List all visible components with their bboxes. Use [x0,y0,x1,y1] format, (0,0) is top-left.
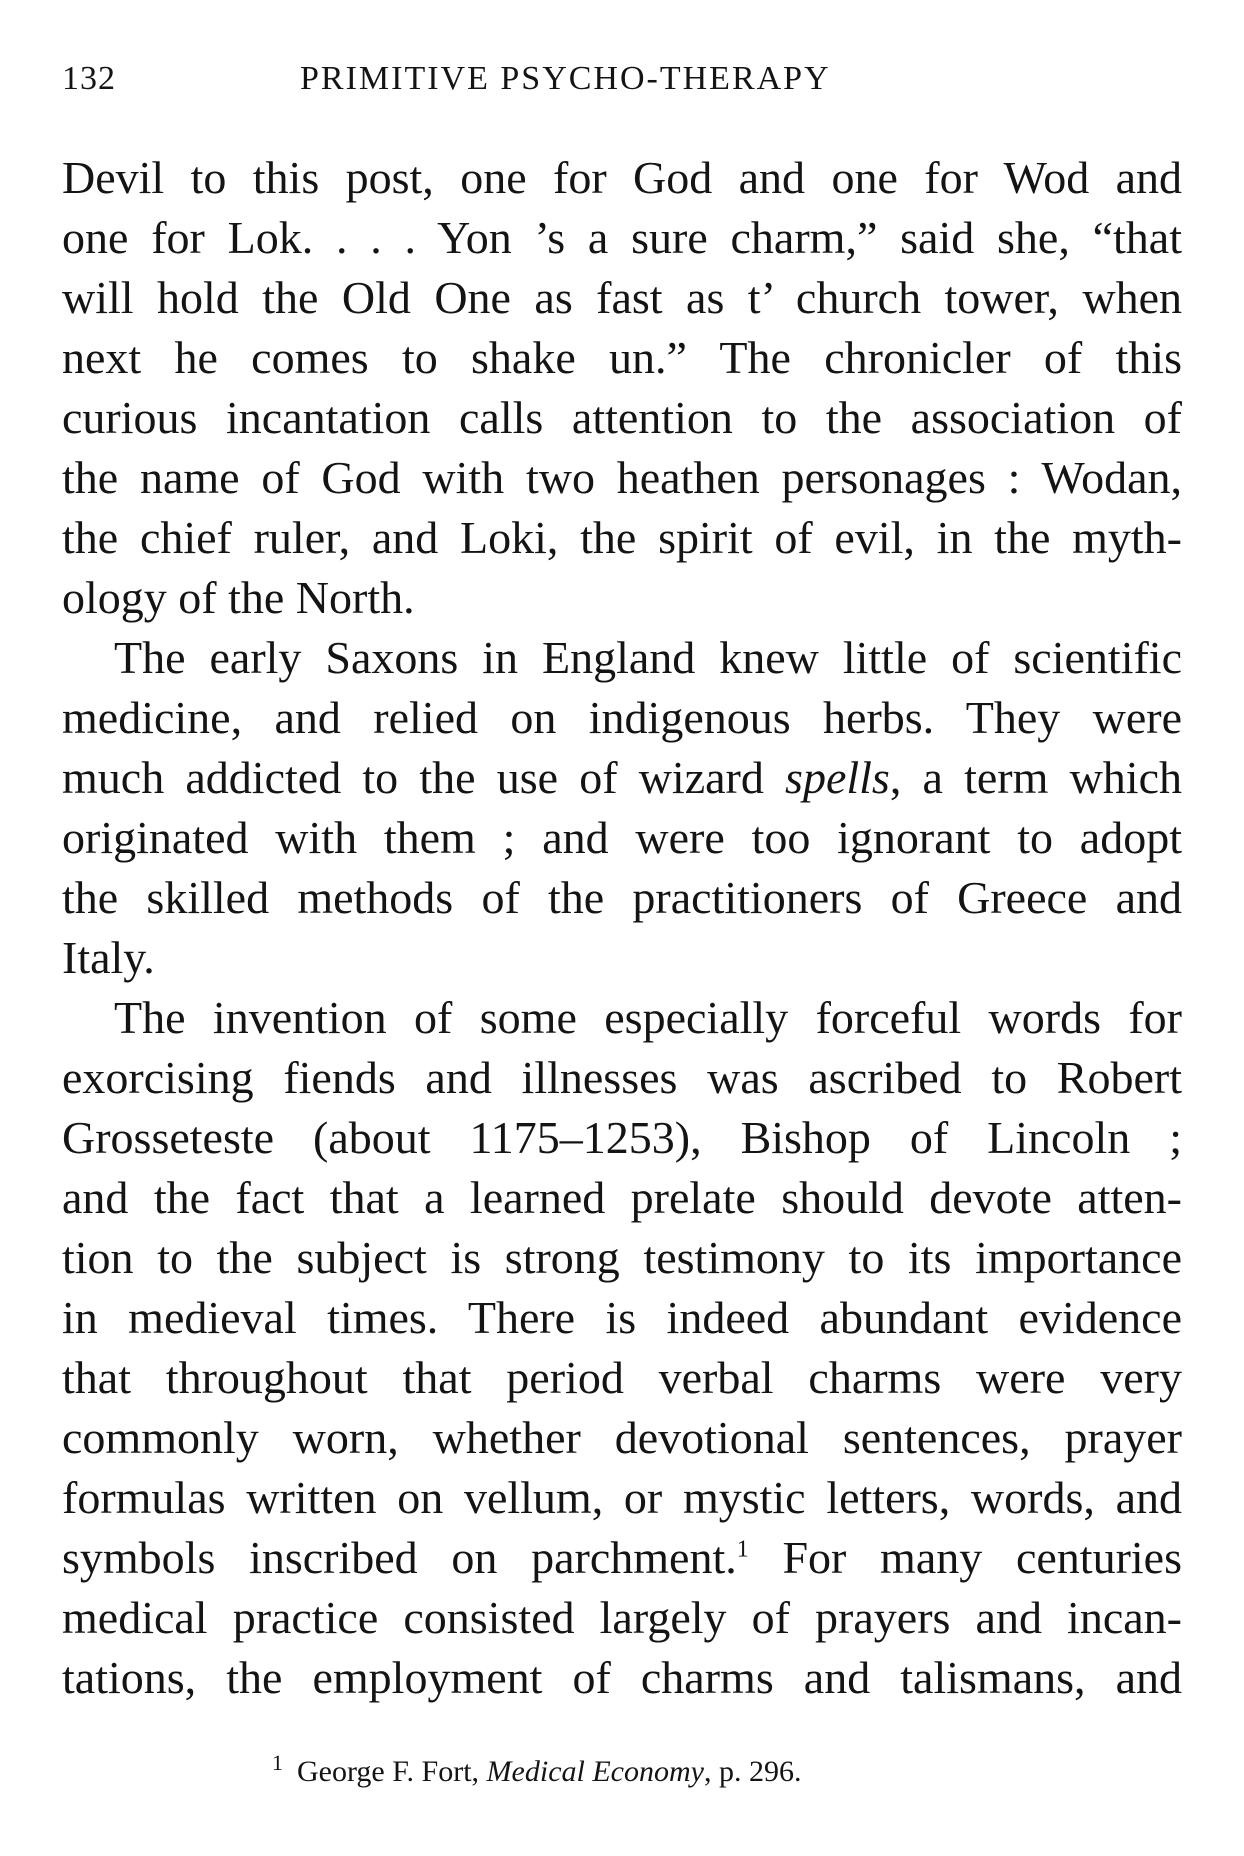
text-line: Devil to this post, one for God and one for Wod and [62,152,1182,203]
text-fragment: , a term which [889,752,1182,803]
page-header [62,60,1182,120]
text-line: the skilled methods of the practitioners of Greece and [62,872,1182,923]
text-line: will hold the Old One as fast as t’ church tower, when [62,272,1182,323]
footnote-page: , p. 296. [703,1755,802,1788]
text-line: Italy. [62,932,155,983]
text-line: exorcising fiends and illnesses was ascribed to Robert [62,1052,1182,1103]
text-line: ology of the North. [62,572,415,623]
text-line: The early Saxons in England knew little of scientific [114,632,1182,683]
text-line: that throughout that period verbal charms were very [62,1352,1182,1403]
text-line: and the fact that a learned prelate should devote atten- [62,1172,1182,1223]
text-line: in medieval times. There is indeed abundant evidence [62,1292,1182,1343]
footnote-author: George F. Fort, [297,1755,487,1788]
footnote-title: Medical Economy [486,1755,704,1788]
text-line: one for Lok. . . . Yon ’s a sure charm,” said she, “that [62,212,1182,263]
footnote-reference[interactable]: 1 [736,1536,749,1563]
running-title: PRIMITIVE PSYCHO-THERAPY [300,60,831,97]
text-line: tion to the subject is strong testimony to its importance [62,1232,1182,1283]
text-line: medical practice consisted largely of prayers and incan- [62,1592,1182,1643]
footnote [272,1750,801,1789]
page-number: 132 [62,60,116,97]
text-fragment: symbols inscribed on parchment. [62,1532,737,1583]
italic-term: spells [785,752,890,803]
text-line: next he comes to shake un.” The chronicler of this [62,332,1182,383]
text-line: Grosseteste (about 1175–1253), Bishop of Lincoln ; [62,1112,1182,1163]
footnote-marker: 1 [272,1750,283,1775]
text-line-with-italic [62,748,1182,808]
text-line: formulas written on vellum, or mystic letters, words, and [62,1472,1182,1523]
text-line: tations, the employment of charms and talismans, and [62,1652,1182,1703]
text-fragment: much addicted to the use of wizard [62,752,764,803]
text-line: The invention of some especially forceful words for [114,992,1182,1043]
text-fragment: For many centuries [748,1532,1182,1583]
text-line-with-footnote-ref [62,1528,1182,1588]
text-line: originated with them ; and were too ignorant to adopt [62,812,1182,863]
text-line: curious incantation calls attention to the association of [62,392,1182,443]
text-line: medicine, and relied on indigenous herbs. They were [62,692,1182,743]
text-line: the name of God with two heathen personages : Wodan, [62,452,1182,503]
body-text [62,148,1182,1708]
text-line: the chief ruler, and Loki, the spirit of evil, in the myth- [62,512,1182,563]
text-line: commonly worn, whether devotional sentences, prayer [62,1412,1182,1463]
book-page [62,60,1182,1788]
